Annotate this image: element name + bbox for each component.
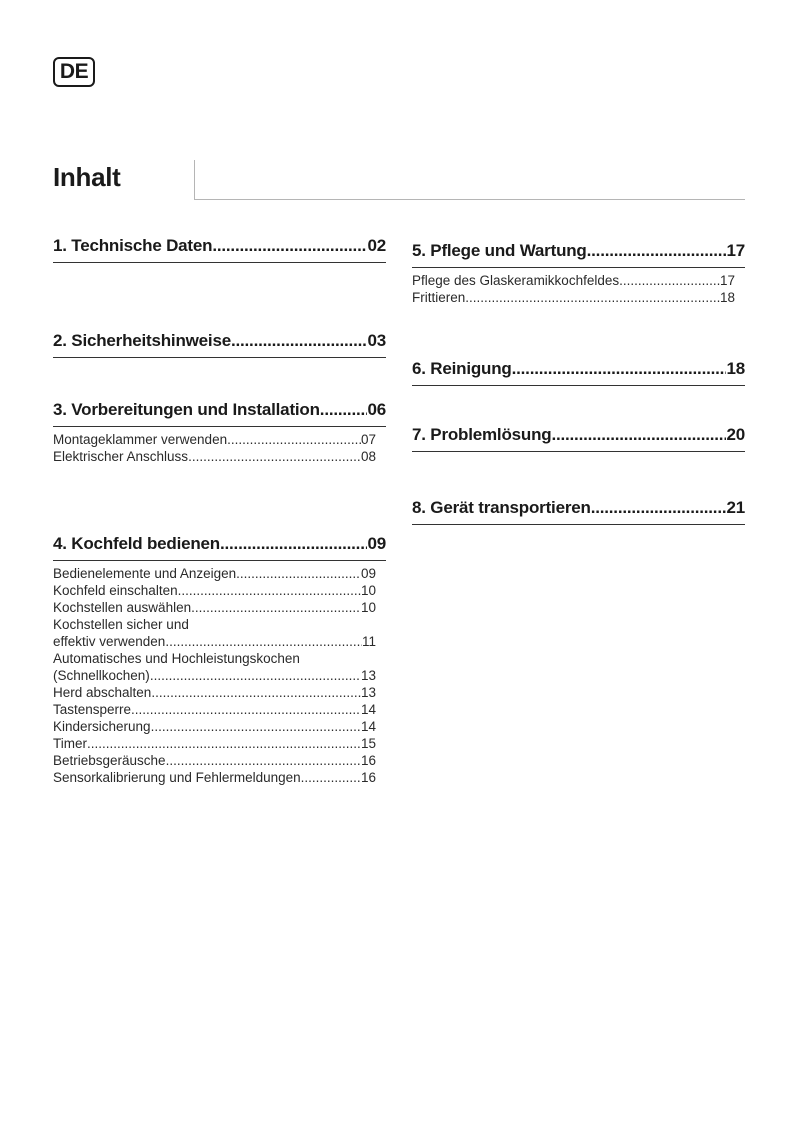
section-label: 4. Kochfeld bedienen bbox=[53, 534, 220, 553]
section-page: 06 bbox=[367, 400, 386, 419]
toc-section-heading[interactable] bbox=[412, 359, 745, 386]
toc-section-installation bbox=[53, 400, 386, 465]
title-divider-horizontal bbox=[194, 199, 745, 200]
toc-item[interactable]: (Schnellkochen) ..... 13 bbox=[53, 667, 376, 684]
toc-item[interactable]: Bedienelemente und Anzeigen ..... 09 bbox=[53, 565, 376, 582]
toc-section-heading[interactable] bbox=[412, 498, 745, 525]
leader-dots bbox=[212, 236, 367, 256]
leader-dots bbox=[320, 400, 368, 420]
leader-dots bbox=[231, 331, 368, 351]
toc-item-line[interactable]: Kochstellen sicher und bbox=[53, 617, 189, 632]
language-badge: DE bbox=[53, 57, 95, 87]
section-label: 1. Technische Daten bbox=[53, 236, 213, 255]
leader-dots bbox=[512, 359, 727, 379]
toc-item[interactable]: Sensorkalibrierung und Fehlermeldungen ..... 16 bbox=[53, 769, 376, 786]
section-label: 2. Sicherheitshinweise bbox=[53, 331, 231, 350]
toc-section-cleaning bbox=[412, 359, 745, 386]
leader-dots bbox=[551, 425, 726, 445]
title-divider-vertical bbox=[194, 160, 195, 200]
toc-item[interactable]: Herd abschalten ..... 13 bbox=[53, 684, 376, 701]
toc-item[interactable]: Timer ..... 15 bbox=[53, 735, 376, 752]
section-page: 03 bbox=[367, 331, 386, 350]
toc-section-safety bbox=[53, 331, 386, 358]
leader-dots bbox=[587, 241, 727, 261]
section-page: 17 bbox=[726, 241, 745, 260]
toc-item[interactable]: Betriebsgeräusche ..... 16 bbox=[53, 752, 376, 769]
leader-dots bbox=[220, 534, 368, 554]
section-label: 5. Pflege und Wartung bbox=[412, 241, 587, 260]
section-page: 21 bbox=[726, 498, 745, 517]
toc-section-transport bbox=[412, 498, 745, 525]
section-page: 09 bbox=[367, 534, 386, 553]
toc-item[interactable]: Elektrischer Anschluss ..... 08 bbox=[53, 448, 376, 465]
section-label: 8. Gerät transportieren bbox=[412, 498, 591, 517]
toc-section-heading[interactable] bbox=[412, 241, 745, 268]
toc-section-troubleshooting bbox=[412, 425, 745, 452]
section-label: 3. Vorbereitungen und Installation bbox=[53, 400, 320, 419]
toc-item[interactable]: effektiv verwenden ..... 11 bbox=[53, 633, 376, 650]
toc-section-heading[interactable] bbox=[53, 236, 386, 263]
section-label: 6. Reinigung bbox=[412, 359, 512, 378]
toc-item[interactable]: Montageklammer verwenden ..... 07 bbox=[53, 431, 376, 448]
section-label: 7. Problemlösung bbox=[412, 425, 552, 444]
section-page: 18 bbox=[726, 359, 745, 378]
section-page: 20 bbox=[726, 425, 745, 444]
toc-item[interactable]: Kochfeld einschalten ..... 10 bbox=[53, 582, 376, 599]
toc-section-heading[interactable] bbox=[53, 534, 386, 561]
toc-item[interactable]: Tastensperre ..... 14 bbox=[53, 701, 376, 718]
toc-section-operation bbox=[53, 534, 386, 786]
page-title: Inhalt bbox=[53, 162, 121, 192]
leader-dots bbox=[591, 498, 727, 518]
toc-section-heading[interactable] bbox=[53, 331, 386, 358]
toc-section-heading[interactable] bbox=[53, 400, 386, 427]
toc-section-care bbox=[412, 241, 745, 306]
toc-item[interactable]: Kindersicherung ..... 14 bbox=[53, 718, 376, 735]
section-page: 02 bbox=[367, 236, 386, 255]
toc-item[interactable]: Pflege des Glaskeramikkochfeldes ..... 17 bbox=[412, 272, 735, 289]
toc-item[interactable]: Kochstellen auswählen ..... 10 bbox=[53, 599, 376, 616]
toc-item-line[interactable]: Automatisches und Hochleistungskochen bbox=[53, 651, 300, 666]
toc-section-heading[interactable] bbox=[412, 425, 745, 452]
toc-item[interactable]: Frittieren ..... 18 bbox=[412, 289, 735, 306]
toc-section-technical-data bbox=[53, 236, 386, 263]
